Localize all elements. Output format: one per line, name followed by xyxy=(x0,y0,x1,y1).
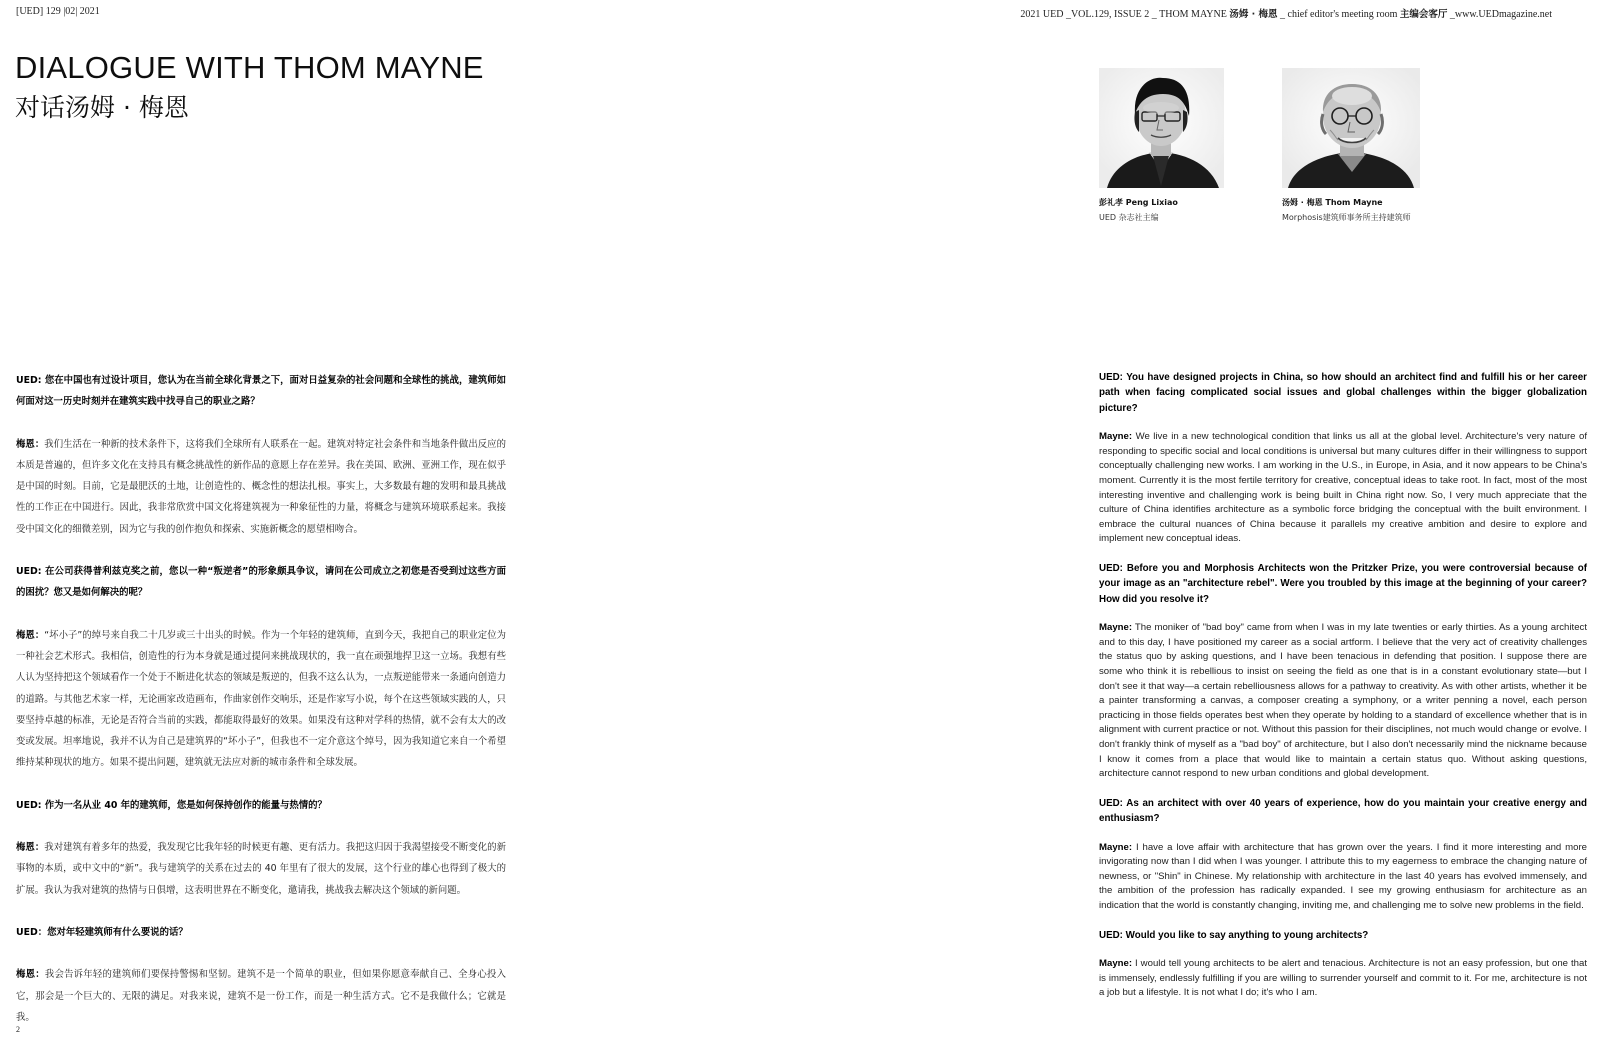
question-en-4: UED: Would you like to say anything to young architects? xyxy=(1099,929,1369,941)
page-title-en: DIALOGUE WITH THOM MAYNE xyxy=(15,50,484,85)
running-header-zh-column: 主编会客厅 xyxy=(1399,9,1448,20)
running-header-zh-name: 汤姆 · 梅恩 xyxy=(1229,9,1278,20)
question-zh-2: UED: 在公司获得普利兹克奖之前，您以一种“叛逆者”的形象颇具争议，请问在公司成立之初您是否受到过这些方面的困扰？您又是如何解决的呢？ xyxy=(16,566,506,599)
speaker-label: 梅恩： xyxy=(16,438,45,450)
interview-column-zh xyxy=(16,370,506,1049)
answer-en-1 xyxy=(1099,430,1587,547)
running-header-right xyxy=(1020,6,1552,20)
answer-en-4 xyxy=(1099,957,1587,1001)
speaker-label: Mayne: xyxy=(1099,957,1133,969)
running-header-middle: _ chief editor's meeting room xyxy=(1277,9,1400,20)
portrait-card-mayne xyxy=(1282,68,1420,223)
question-zh-4: UED：您对年轻建筑师有什么要说的话？ xyxy=(16,926,188,938)
answer-text: I have a love affair with architecture that has grown over the years. I find it more interesting and more invigorating now than I did when I was younger. I attribute this to my eagerness to embrace the changing nature of newness, or "Shin" in Chinese. My relationship with architecture in the last 40 years has evolved immensely, and the ambition of the profession has radically expanded. I see my growing enthusiasm for architecture as an indication that the world is constantly changing, inviting me, and challenging me to solve new problems in the field. xyxy=(1099,841,1587,911)
speaker-label: 梅恩： xyxy=(16,842,45,854)
answer-zh-1 xyxy=(16,434,506,540)
answer-text: “坏小子”的绰号来自我二十几岁或三十出头的时候。作为一个年轻的建筑师，直到今天，我把自己的职业定位为一种社会艺术形式。我相信，创造性的行为本身就是通过提问来挑战现状的，我一直在顽强地捍卫这一立场。我想有些人认为坚持把这个领域看作一个处于不断进化状态的领域是叛逆的，但我不这么认为，一点叛逆能带来一条通向创造力的道路。与其他艺术家一样，无论画家改造画布，作曲家创作交响乐，还是作家写小说，每个在这些领域实践的人，只要坚持卓越的标准，无论是否符合当前的实践，都能取得最好的效果。如果没有这种对学科的热情，就不会有太大的改变或发展。坦率地说，我并不认为自己是建筑界的“坏小子”，但我也不一定介意这个绰号，因为我知道它来自一个希望维持某种现状的地方。如果不提出问题，建筑就无法应对新的城市条件和全球发展。 xyxy=(16,629,506,769)
answer-text: I would tell young architects to be alert and tenacious. Architecture is not an easy profession, but one that is immensely, endlessly fulfilling if you are willing to surrender yourself and commit to it. For me, architecture is not a job but a lifestyle. It is not what I do; it's who I am. xyxy=(1099,957,1587,999)
portrait-role-peng: UED 杂志社主编 xyxy=(1099,213,1159,222)
speaker-label: 梅恩： xyxy=(16,629,45,641)
speaker-label: 梅恩： xyxy=(16,969,45,981)
answer-text: The moniker of "bad boy" came from when I was in my late twenties or early thirties. As a young architect and to this day, I have positioned my career as a social artform. I believe that the very act of creativity challenges the status quo by asking questions, and I have been tenacious in defending that position. I suppose there are some who think it is rebellious to insist on seeing the field as one that is in a constant evolutionary state—but I don't see it that way—a certain rebelliousness allows for a pathway to creativity. As with other artists, whether it be a painter transforming a canvas, a composer creating a symphony, or a writer penning a novel, each person practicing in those fields operates best when they operate by holding to a standard of excellence whether that is in alignment with current practice or not. Without this passion for their disciplines, not much would change or evolve. I don't frankly think of myself as a "bad boy" of architecture, but I also don't necessarily mind the nickname because I know it comes from a place that would like to maintain a certain status quo. Without asking questions, architecture cannot respond to new urban conditions and global development. xyxy=(1099,622,1587,780)
answer-en-2 xyxy=(1099,621,1587,782)
running-header-suffix: _www.UEDmagazine.net xyxy=(1447,9,1552,20)
page-title-zh: 对话汤姆 · 梅恩 xyxy=(15,93,189,122)
speaker-label: Mayne: xyxy=(1099,622,1133,634)
portrait-name-mayne: 汤姆 · 梅恩 Thom Mayne xyxy=(1282,198,1383,207)
question-zh-1: UED: 您在中国也有过设计项目，您认为在当前全球化背景之下，面对日益复杂的社会问题和全球性的挑战，建筑师如何面对这一历史时刻并在建筑实践中找寻自己的职业之路？ xyxy=(16,375,506,408)
answer-text: 我们生活在一种新的技术条件下，这将我们全球所有人联系在一起。建筑对特定社会条件和当地条件做出反应的本质是普遍的，但许多文化在支持具有概念挑战性的新作品的意愿上存在差异。我在美国、欧洲、亚洲工作，现在似乎是中国的时刻。目前，它是最肥沃的土地，让创造性的、概念性的想法扎根。事实上，大多数最有趣的发明和最具挑战性的工作正在中国进行。因此，我非常欣赏中国文化将建筑视为一种象征性的力量，将概念与建筑环境联系起来。我接受中国文化的细微差别，因为它与我的创作抱负和探索、实施新概念的愿望相吻合。 xyxy=(16,438,506,535)
question-en-2: UED: Before you and Morphosis Architects won the Pritzker Prize, you were controversial because of your image as an "architecture rebel". Were you troubled by this image at the beginning of your career? How did you resolve it? xyxy=(1099,562,1587,605)
question-zh-3: UED: 作为一名从业 40 年的建筑师，您是如何保持创作的能量与热情的？ xyxy=(16,799,327,811)
page-number: 2 xyxy=(16,1025,20,1034)
question-en-1: UED: You have designed projects in China, so how should an architect find and fulfill his or her career path when facing complicated social issues and global challenges within the bigger globalization picture? xyxy=(1099,372,1587,414)
speaker-label: Mayne: xyxy=(1099,841,1133,853)
portrait-card-peng xyxy=(1099,68,1224,223)
portrait-role-mayne: Morphosis建筑师事务所主持建筑师 xyxy=(1282,213,1411,222)
portrait-peng-lixiao xyxy=(1099,68,1224,188)
answer-zh-4 xyxy=(16,964,506,1028)
question-en-3: UED: As an architect with over 40 years of experience, how do you maintain your creative energy and enthusiasm? xyxy=(1099,797,1587,825)
answer-text: 我对建筑有着多年的热爱，我发现它比我年轻的时候更有趣、更有活力。我把这归因于我渴望接受不断变化的新事物的本质，或中文中的“新”。我与建筑学的关系在过去的 40 年里有了很大的发展，这个行业的雄心也得到了极大的扩展。我认为我对建筑的热情与日俱增，这表明世界在不断变化，邀请我，挑战我去解决这个领域的新问题。 xyxy=(16,842,506,896)
running-header-prefix: 2021 UED _VOL.129, ISSUE 2 _ THOM MAYNE xyxy=(1020,9,1230,20)
answer-text: We live in a new technological condition that links us all at the global level. Architecture's very nature of responding to specific social and local conditions is universal but many cultures differ in their willingness to support conceptually challenging new works. I am working in the U.S., in Europe, in Asia, and it now appears to be China's moment. Currently it is the most fertile territory for creative, conceptual ideas to take root. In fact, most of the most interesting inventive and challenging work is being built in China right now. So, I very much appreciate that the culture of China identifies architecture as a symbolic force bridging the conceptual with the built environment. I embrace the cultural nuances of China because it parallels my creative ambition and desire to explore and implement new conceptual ideas. xyxy=(1099,431,1587,545)
portrait-thom-mayne xyxy=(1282,68,1420,188)
running-header-left: [UED] 129 |02| 2021 xyxy=(16,6,100,17)
interview-column-en xyxy=(1099,370,1587,1015)
portrait-name-peng: 彭礼孝 Peng Lixiao xyxy=(1099,198,1178,207)
speaker-label: Mayne: xyxy=(1099,431,1133,443)
answer-en-3 xyxy=(1099,841,1587,914)
answer-zh-3 xyxy=(16,837,506,901)
answer-text: 我会告诉年轻的建筑师们要保持警惕和坚韧。建筑不是一个简单的职业，但如果你愿意奉献自己、全身心投入它，那会是一个巨大的、无限的满足。对我来说，建筑不是一份工作，而是一种生活方式。它不是我做什么；它就是我。 xyxy=(16,969,506,1023)
answer-zh-2 xyxy=(16,625,506,774)
